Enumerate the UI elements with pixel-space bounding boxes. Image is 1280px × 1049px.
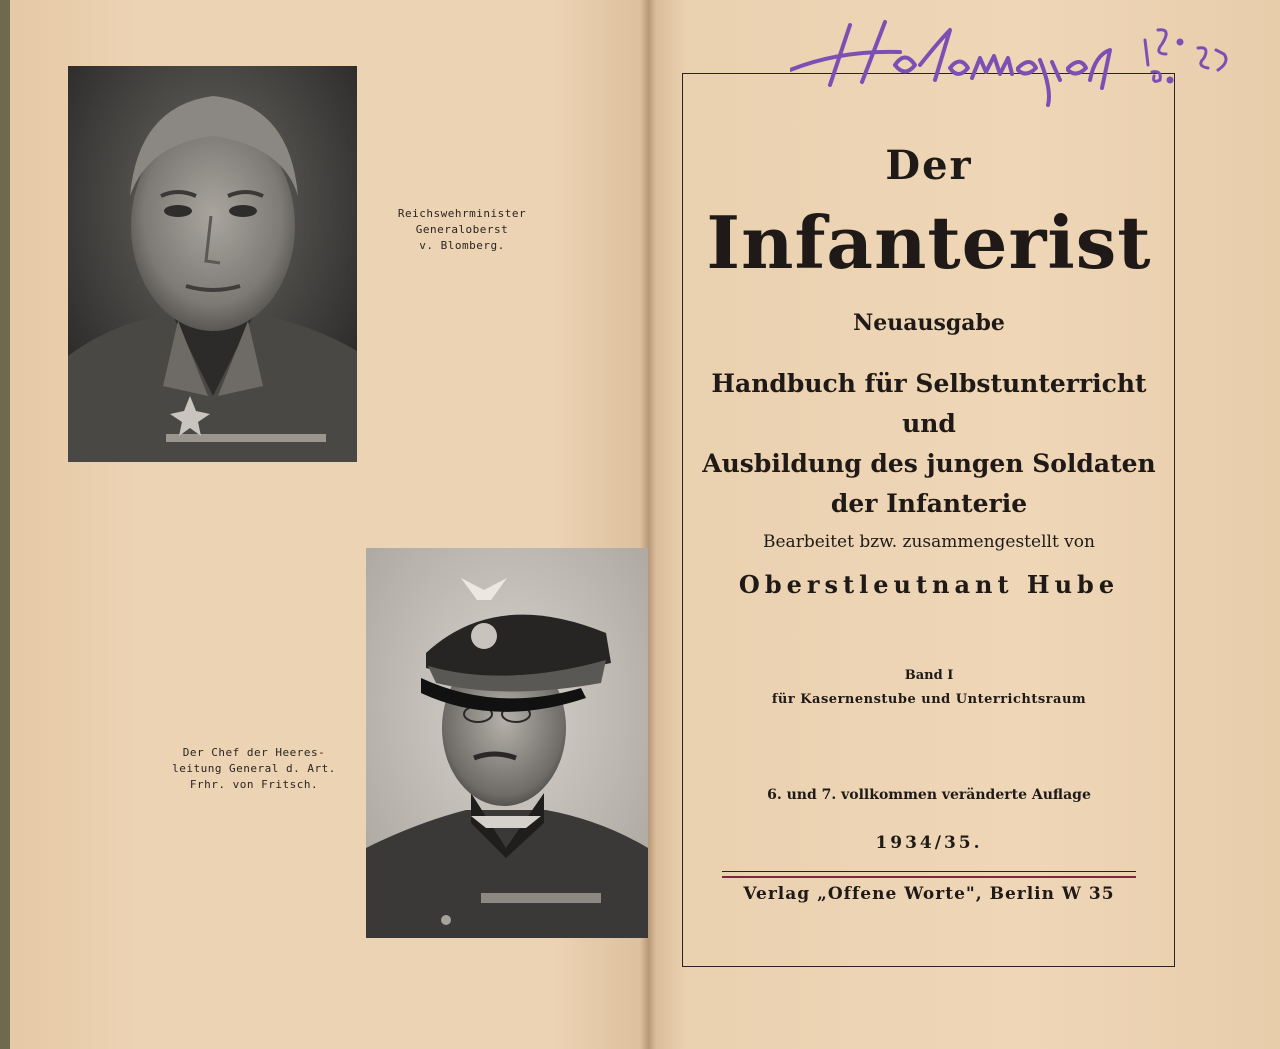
publisher-line: Verlag „Offene Worte", Berlin W 35	[743, 884, 1115, 904]
byline: Bearbeitet bzw. zusammengestellt von	[763, 532, 1095, 552]
title-main: Infanterist	[706, 200, 1152, 285]
subtitle-line: der Infanterie	[830, 489, 1028, 518]
volume-label: Band I	[904, 668, 954, 683]
volume-description: für Kasernenstube und Unterrichtsraum	[771, 692, 1087, 707]
subtitle	[682, 364, 1176, 524]
caption-blomberg	[388, 206, 536, 254]
handwritten-signature	[790, 10, 1250, 110]
title-small: Der	[885, 142, 973, 189]
subtitle-line: Ausbildung des jungen Soldaten	[702, 449, 1156, 478]
edition-label: Neuausgabe	[853, 310, 1005, 336]
caption-line: Reichswehrminister	[397, 207, 527, 220]
author-name: Oberstleutnant Hube	[738, 570, 1120, 599]
caption-line: Der Chef der Heeres-	[182, 746, 326, 759]
divider-rule-red	[722, 876, 1136, 878]
caption-line: v. Blomberg.	[419, 239, 505, 252]
caption-line: Generaloberst	[415, 223, 509, 236]
subtitle-line: Handbuch für Selbstunterricht und	[711, 369, 1147, 438]
caption-fritsch	[168, 745, 340, 793]
caption-line: leitung General d. Art.	[172, 762, 336, 775]
portrait-photo-fritsch	[366, 548, 648, 938]
publication-year: 1934/35.	[875, 833, 983, 853]
caption-line: Frhr. von Fritsch.	[189, 778, 319, 791]
portrait-photo-blomberg	[68, 66, 357, 462]
divider-rule	[722, 871, 1136, 872]
printing-info: 6. und 7. vollkommen veränderte Auflage	[767, 787, 1091, 803]
